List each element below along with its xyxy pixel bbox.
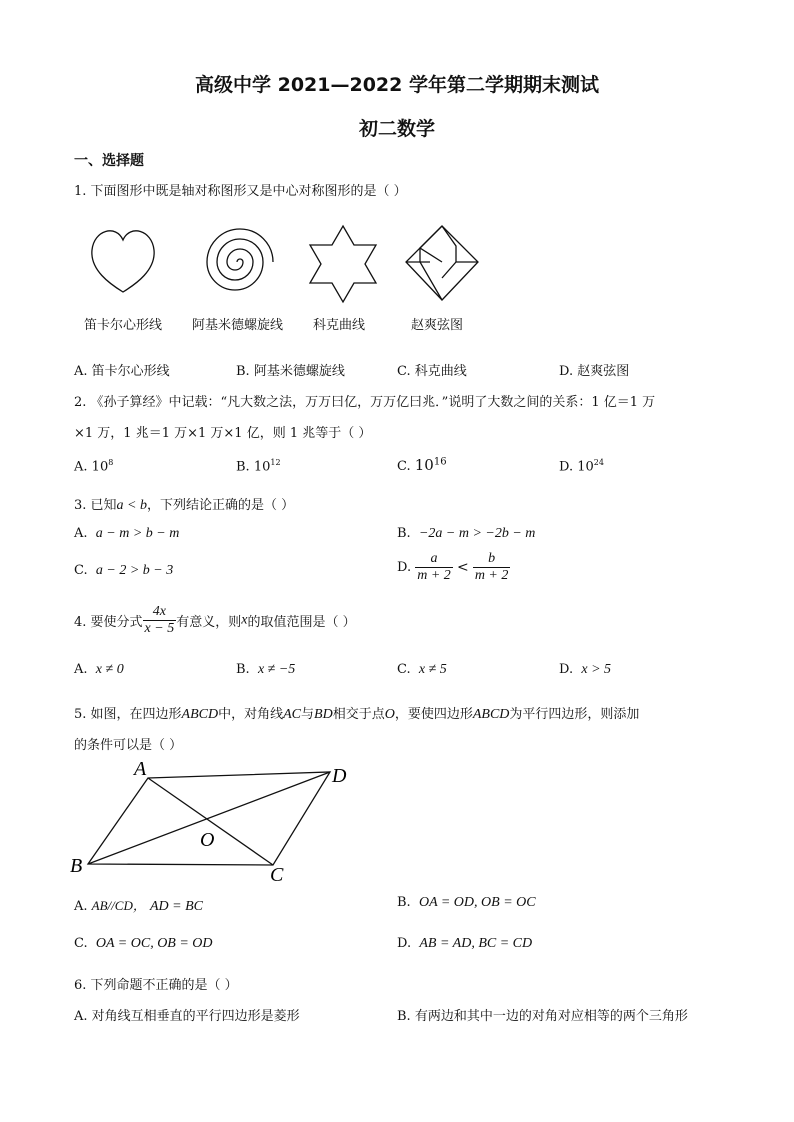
stem-math: ABCD [181,707,219,722]
q3-option-a [74,526,179,542]
question-5-line2: 的条件可以是（ ） [74,738,183,753]
q4-option-d [559,662,611,678]
option-math: x ≠ 0 [95,662,124,677]
option-label: C. [397,459,411,474]
point-a-label: A [134,758,147,780]
fraction-denominator: m + 2 [474,568,509,583]
stem-text: 5. 如图，在四边形 [74,707,182,722]
question-1-stem: 1. 下面图形中既是轴对称图形又是中心对称图形的是（ ） [74,184,407,199]
stem-text: 相交于点 [332,707,385,722]
option-label: C. [74,936,88,951]
stem-text: 3. 已知 [74,498,117,513]
stem-fraction [143,604,177,637]
stem-math: ABCD [472,707,510,722]
option-math: OA = OC, OB = OD [95,936,213,951]
option-math: AD = BC [149,899,203,914]
question-5-line1 [74,703,639,723]
option-label: B. [397,526,411,541]
point-o-label: O [200,829,215,851]
figure-caption-spiral: 阿基米德螺旋线 [192,318,284,333]
q2-option-b [236,458,281,474]
q5-option-b [397,895,536,911]
option-label: D. [559,459,574,475]
q6-option-b: B. 有两边和其中一边的对角对应相等的两个三角形 [397,1009,688,1024]
q6-option-a: A. 对角线互相垂直的平行四边形是菱形 [74,1009,300,1024]
question-3-stem [74,494,294,514]
option-label: D. [397,560,412,575]
koch-star-figure [310,226,376,302]
power-base: 10 [91,459,109,475]
option-math: x ≠ −5 [257,662,296,677]
option-label: A. [74,526,88,541]
fraction-denominator: x − 5 [144,621,175,636]
stem-variable: x [241,612,248,628]
question-4-stem [74,604,356,637]
power-exponent: 16 [433,456,447,468]
figure-caption-koch: 科克曲线 [313,318,366,333]
option-math: a − m > b − m [95,526,180,541]
spiral-figure [207,229,273,290]
q4-option-a [74,662,124,678]
question-2-line2: ×1 万，1 兆＝1 万×1 万×1 亿，则 1 兆等于（ ） [74,426,372,441]
option-label: C. [397,662,411,677]
q1-option-d: D. 赵爽弦图 [559,364,630,379]
fraction-numerator: b [473,551,511,568]
figure-caption-cardioid: 笛卡尔心形线 [84,318,163,333]
point-b-label: B [70,855,83,877]
q5-option-d [397,936,532,952]
option-math: −2a − m > −2b − m [418,526,536,541]
q1-figures [80,222,480,308]
stem-text: ，下列结论正确的是（ ） [147,498,295,513]
stem-text: 为平行四边形，则添加 [509,707,640,722]
q1-option-a: A. 笛卡尔心形线 [74,364,170,379]
fraction-numerator: a [415,551,453,568]
stem-text: 的取值范围是（ ） [247,615,356,630]
exam-subtitle: 初二数学 [358,118,435,140]
zhaoshuang-figure [406,226,478,300]
fraction-left [415,551,453,584]
q2-option-d [559,458,604,474]
fraction-right [473,551,511,584]
relation-sign: < [456,559,469,576]
cardioid-figure [92,231,154,292]
stem-math: BD [314,707,333,722]
stem-text: 4. 要使分式 [74,615,143,630]
option-label: B. [236,459,250,475]
parallelogram-lines [88,772,330,865]
option-label: A. [74,899,88,914]
point-d-label: D [332,765,347,787]
option-text: AB//CD， [91,898,146,913]
power-exponent: 24 [593,458,604,467]
option-label: A. [74,662,88,677]
stem-math: O [384,707,395,722]
power-exponent: 12 [270,458,281,467]
q5-option-c [74,936,213,952]
stem-math: AC [283,707,302,722]
stem-text: ，要使四边形 [394,707,473,722]
stem-text: 中，对角线 [218,707,284,722]
stem-text: 与 [301,707,315,722]
option-math: OA = OD, OB = OC [418,895,536,910]
fraction-denominator: m + 2 [417,568,451,583]
option-label: B. [397,895,411,910]
figure-caption-zhaoshuang: 赵爽弦图 [411,318,464,333]
power-base: 10 [253,459,271,475]
question-6-stem: 6. 下列命题不正确的是（ ） [74,978,238,993]
q3-option-d [397,551,510,584]
option-math: x > 5 [581,662,612,677]
stem-text: 有意义，则 [176,615,242,630]
q5-option-a [74,895,203,915]
fraction-numerator: 4x [143,604,177,621]
q2-option-a [74,458,113,474]
option-math: AB = AD, BC = CD [419,936,533,951]
q4-option-c [397,662,447,678]
q3-option-b [397,526,535,542]
stem-math: a < b [116,498,147,513]
question-2-line1: 2. 《孙子算经》中记载：“凡大数之法，万万曰亿，万万亿曰兆．”说明了大数之间的关系：1 亿＝1 万 [74,395,656,410]
power-exponent: 8 [108,458,114,467]
option-label: A. [74,459,88,475]
exam-title: 高级中学 2021—2022 学年第二学期期末测试 [195,74,599,96]
power-base: 10 [577,459,594,475]
q4-option-b [236,662,295,678]
option-label: D. [397,936,412,951]
section-heading: 一、选择题 [74,153,144,169]
parallelogram-diagram [60,755,370,885]
q1-option-b: B. 阿基米德螺旋线 [236,364,345,379]
option-math: a − 2 > b − 3 [95,563,174,578]
power-base: 10 [414,456,434,474]
point-c-label: C [270,864,284,885]
option-math: x ≠ 5 [418,662,447,677]
option-label: D. [559,662,574,677]
q2-option-c [397,456,447,474]
option-label: C. [74,563,88,578]
q1-option-c: C. 科克曲线 [397,364,467,379]
q3-option-c [74,563,173,579]
option-label: B. [236,662,250,677]
